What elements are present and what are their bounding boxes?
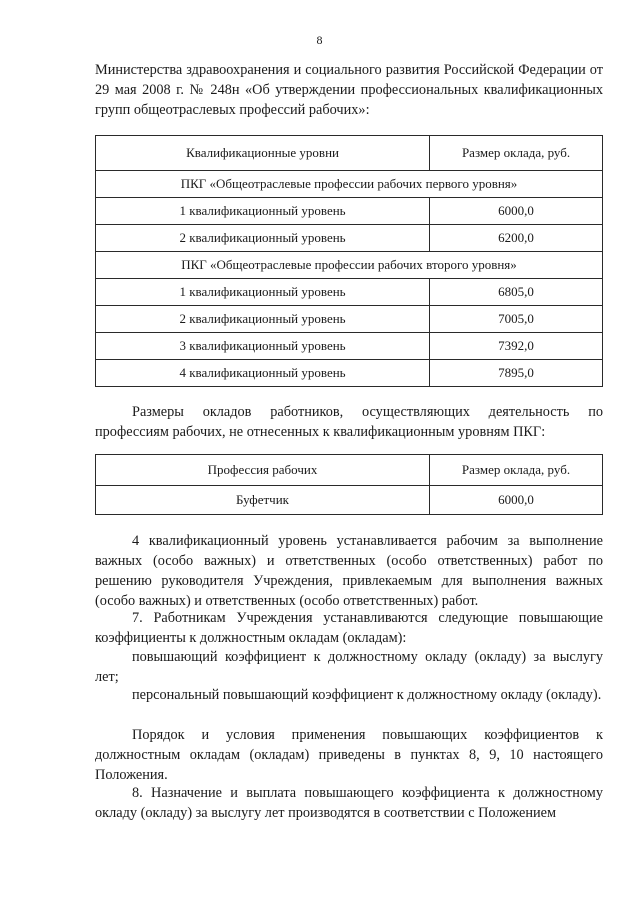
column-header-salary: Размер оклада, руб. bbox=[430, 136, 603, 171]
level-cell: 4 квалификационный уровень bbox=[96, 360, 430, 387]
intro-paragraph: Министерства здравоохранения и социального развития Российской Федерации от 29 мая 2008 г. № 248н «Об утверждении профессиональных квалификационных групп общеотраслевых профессий рабочих»: bbox=[95, 62, 603, 118]
table-row bbox=[96, 360, 603, 387]
table-row bbox=[96, 198, 603, 225]
profession-cell: Буфетчик bbox=[96, 486, 430, 515]
table-row bbox=[96, 333, 603, 360]
level-cell: 3 квалификационный уровень bbox=[96, 333, 430, 360]
salary-table-pkg bbox=[95, 135, 603, 387]
page-number: 8 bbox=[316, 33, 323, 47]
table-row bbox=[96, 306, 603, 333]
table-row bbox=[96, 225, 603, 252]
salary-cell: 6200,0 bbox=[430, 225, 603, 252]
salary-sizes-paragraph: Размеры окладов работников, осуществляющих деятельность по профессиям рабочих, не отнесенных к квалификационным уровням ПКГ: bbox=[95, 404, 603, 440]
section7-paragraph: 7. Работникам Учреждения устанавливаются следующие повышающие коэффициенты к должностным окладам (окладам): bbox=[95, 610, 603, 646]
table-row bbox=[96, 486, 603, 515]
salary-cell: 6000,0 bbox=[430, 198, 603, 225]
salary-cell: 7895,0 bbox=[430, 360, 603, 387]
section7-item-seniority: повышающий коэффициент к должностному окладу (окладу) за выслугу лет; bbox=[95, 649, 603, 685]
section8-paragraph: 8. Назначение и выплата повышающего коэффициента к должностному окладу (окладу) за выслугу лет производятся в соответствии с Положением bbox=[95, 785, 603, 821]
section7-item-personal: персональный повышающий коэффициент к должностному окладу (окладу). bbox=[132, 687, 602, 703]
salary-cell: 7005,0 bbox=[430, 306, 603, 333]
table-row bbox=[96, 279, 603, 306]
salary-cell: 7392,0 bbox=[430, 333, 603, 360]
level-cell: 1 квалификационный уровень bbox=[96, 279, 430, 306]
level-cell: 2 квалификационный уровень bbox=[96, 306, 430, 333]
column-header-profession: Профессия рабочих bbox=[96, 455, 430, 486]
salary-cell: 6805,0 bbox=[430, 279, 603, 306]
group-title-row bbox=[96, 171, 603, 198]
level-cell: 2 квалификационный уровень bbox=[96, 225, 430, 252]
level4-paragraph: 4 квалификационный уровень устанавливается рабочим за выполнение важных (особо важных) и ответственных (особо ответственных) работ по решению руководителя Учреждения, привлекаемым для выполнения важных (особо важных) и ответственных (особо ответственных) работ. bbox=[95, 533, 603, 609]
group-title: ПКГ «Общеотраслевые профессии рабочих первого уровня» bbox=[96, 171, 603, 198]
table-header-row bbox=[96, 136, 603, 171]
group-title: ПКГ «Общеотраслевые профессии рабочих второго уровня» bbox=[96, 252, 603, 279]
salary-table-professions bbox=[95, 454, 603, 515]
group-title-row bbox=[96, 252, 603, 279]
table-header-row bbox=[96, 455, 603, 486]
column-header-levels: Квалификационные уровни bbox=[96, 136, 430, 171]
level-cell: 1 квалификационный уровень bbox=[96, 198, 430, 225]
coefficients-order-paragraph: Порядок и условия применения повышающих коэффициентов к должностным окладам (окладам) приведены в пунктах 8, 9, 10 настоящего Положения. bbox=[95, 727, 603, 783]
salary-cell: 6000,0 bbox=[429, 486, 602, 515]
column-header-salary: Размер оклада, руб. bbox=[429, 455, 602, 486]
